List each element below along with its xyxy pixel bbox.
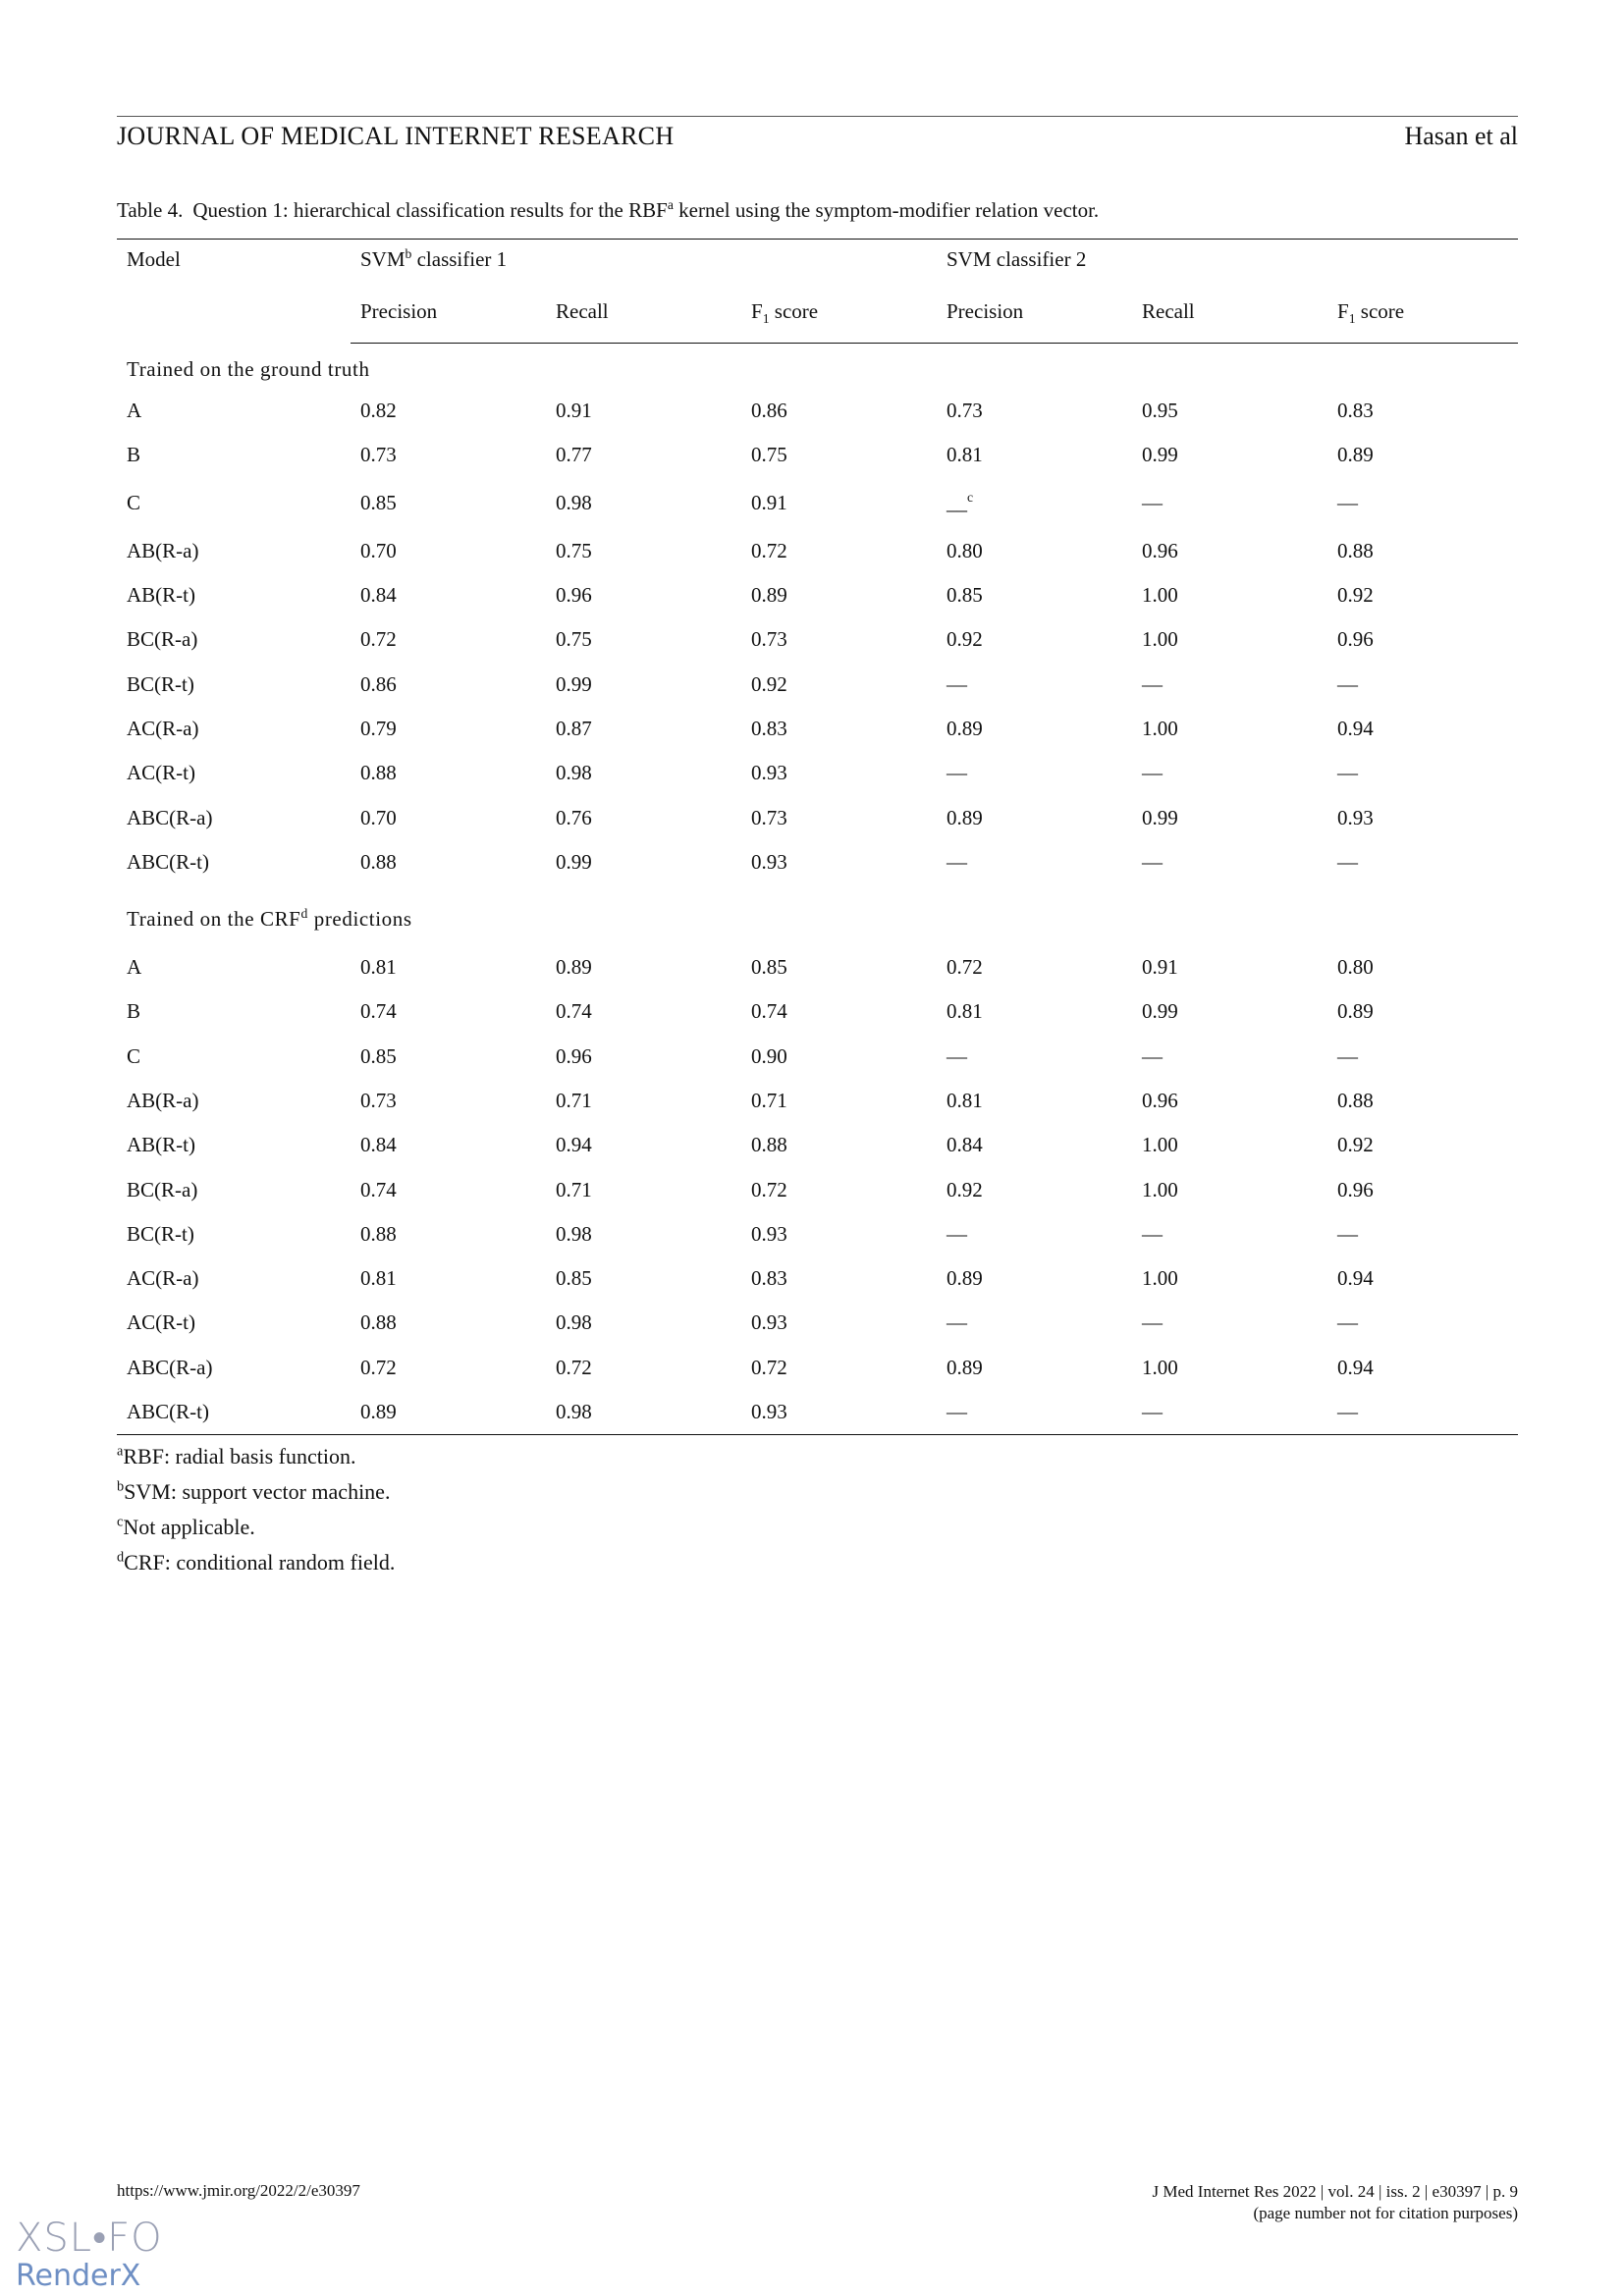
value-cell: 0.79 [360, 716, 397, 740]
value-cell: 1.00 [1142, 1266, 1178, 1291]
table-row [117, 433, 1518, 477]
footnote: $^b$SVM: support vector machine. [117, 1478, 391, 1504]
header-rule [117, 116, 1518, 117]
model-name-cell: ABC(R-t) [127, 849, 209, 874]
table-row [117, 1035, 1518, 1079]
value-cell: — [1142, 761, 1163, 785]
value-cell: 0.81 [360, 955, 397, 980]
value-cell: 0.75 [556, 627, 592, 652]
citation-line: J Med Internet Res 2022 | vol. 24 | iss. 2 | e30397 | p. 9 [1152, 2182, 1518, 2201]
value-cell: 0.93 [1337, 805, 1374, 829]
value-cell: 0.85 [947, 583, 983, 608]
value-cell: 0.72 [751, 1355, 787, 1379]
value-cell: 0.99 [1142, 805, 1178, 829]
header-row-groups [117, 240, 1518, 300]
value-cell: — [1337, 1221, 1358, 1246]
table-row [117, 478, 1518, 529]
logo-xslfo: XSL•FO [16, 2216, 163, 2261]
table-row [117, 617, 1518, 662]
page-note: (page number not for citation purposes) [1253, 2204, 1518, 2222]
value-cell: 0.92 [1337, 1133, 1374, 1157]
value-cell: 0.91 [751, 491, 787, 515]
value-cell: 0.88 [360, 1221, 397, 1246]
model-name-cell: A [127, 955, 142, 980]
model-name-cell: BC(R-t) [127, 671, 194, 696]
table-row [117, 662, 1518, 706]
value-cell: 0.99 [1142, 443, 1178, 467]
table-row [117, 1346, 1518, 1390]
value-cell: — [1142, 1310, 1163, 1335]
value-cell: 0.99 [556, 671, 592, 696]
model-name-cell: AC(R-a) [127, 1266, 199, 1291]
value-cell: 1.00 [1142, 627, 1178, 652]
value-cell: 1.00 [1142, 583, 1178, 608]
table-row [117, 573, 1518, 617]
value-cell: — [1142, 1400, 1163, 1424]
table-row [117, 1167, 1518, 1211]
value-cell: 0.82 [360, 399, 397, 423]
model-name-cell: AB(R-t) [127, 583, 195, 608]
caption-footnote-mark: a [667, 197, 674, 212]
caption-text: Question 1: hierarchical classification results for the RBF [192, 198, 668, 222]
table-row [117, 795, 1518, 839]
value-cell: 0.75 [751, 443, 787, 467]
value-cell: 0.84 [360, 1133, 397, 1157]
caption-text-end: kernel using the symptom-modifier relation vector. [673, 198, 1100, 222]
svm-footnote-mark: b [405, 246, 412, 261]
value-cell: 0.88 [1337, 1089, 1374, 1112]
table-row [117, 945, 1518, 989]
model-name-cell: AB(R-t) [127, 1133, 195, 1157]
value-cell: 0.74 [360, 999, 397, 1024]
value-cell: 0.96 [556, 1043, 592, 1068]
model-name-cell: AC(R-t) [127, 1310, 195, 1335]
footnote: $^d$CRF: conditional random field. [117, 1549, 396, 1575]
value-cell: 0.89 [1337, 999, 1374, 1024]
value-cell: — [947, 1400, 967, 1424]
value-cell: 0.70 [360, 805, 397, 829]
value-cell: 0.98 [556, 491, 592, 515]
value-cell: 0.77 [556, 443, 592, 467]
value-cell: 0.98 [556, 761, 592, 785]
value-cell: 0.86 [751, 399, 787, 423]
value-cell: 0.71 [556, 1089, 592, 1112]
value-cell: 0.91 [556, 399, 592, 423]
value-cell: — [1142, 849, 1163, 874]
col-f1-2: $F_1$ score [1327, 299, 1518, 344]
model-name-cell: BC(R-a) [127, 1177, 198, 1201]
model-name-cell: A [127, 399, 142, 423]
value-cell: 0.71 [751, 1089, 787, 1112]
value-cell: 0.85 [751, 955, 787, 980]
model-name-cell: B [127, 999, 141, 1024]
section-title: Trained on the ground truth [127, 356, 370, 381]
model-name-cell: BC(R-t) [127, 1221, 194, 1246]
value-cell: 0.88 [360, 1310, 397, 1335]
value-cell: 0.73 [947, 399, 983, 423]
model-name-cell: AC(R-a) [127, 716, 199, 740]
table-row [117, 1079, 1518, 1123]
value-cell: 0.81 [947, 999, 983, 1024]
value-cell: — [947, 671, 967, 696]
model-name-cell: AB(R-a) [127, 1089, 199, 1112]
header-row-metrics [117, 299, 1518, 344]
value-cell: 0.94 [1337, 716, 1374, 740]
value-cell: 0.89 [947, 1266, 983, 1291]
section-row [117, 344, 1518, 390]
article-url[interactable]: https://www.jmir.org/2022/2/e30397 [117, 2181, 360, 2200]
value-cell: 0.74 [751, 999, 787, 1024]
col-recall-1: Recall [546, 299, 741, 344]
value-cell: 0.96 [1337, 1177, 1374, 1201]
value-cell: 0.99 [556, 849, 592, 874]
value-cell: 0.94 [1337, 1355, 1374, 1379]
svm-classifier-1-header: SVM$^b$ classifier 1 [360, 246, 508, 271]
value-cell: 1.00 [1142, 1177, 1178, 1201]
value-cell: — [1337, 1400, 1358, 1424]
model-header: Model [127, 247, 181, 271]
value-cell: 0.96 [1142, 1089, 1178, 1112]
value-cell: 0.89 [556, 955, 592, 980]
value-cell: 0.93 [751, 761, 787, 785]
value-cell: 0.96 [556, 583, 592, 608]
value-cell: 0.96 [1337, 627, 1374, 652]
value-cell: 0.71 [556, 1177, 592, 1201]
value-cell: 0.81 [947, 1089, 983, 1112]
value-cell: 0.95 [1142, 399, 1178, 423]
value-cell: — [947, 1043, 967, 1068]
footnote: $^a$RBF: radial basis function. [117, 1443, 356, 1468]
value-cell: 0.92 [947, 1177, 983, 1201]
value-cell: __$^c$ [947, 490, 974, 515]
footnote: $^c$Not applicable. [117, 1514, 255, 1539]
col-f1-1: $F_1$ score [741, 299, 937, 344]
svm-classifier-2-header: SVM classifier 2 [947, 247, 1087, 271]
running-authors: Hasan et al [1404, 122, 1518, 150]
value-cell: 0.90 [751, 1043, 787, 1068]
value-cell: — [1337, 849, 1358, 874]
col-recall-2: Recall [1132, 299, 1327, 344]
value-cell: 1.00 [1142, 716, 1178, 740]
value-cell: 0.80 [947, 538, 983, 562]
value-cell: 0.93 [751, 849, 787, 874]
logo-renderx: RenderX [16, 2259, 141, 2293]
value-cell: 0.99 [1142, 999, 1178, 1024]
value-cell: 0.89 [360, 1400, 397, 1424]
value-cell: — [1142, 1043, 1163, 1068]
table-row [117, 1212, 1518, 1256]
value-cell: — [1337, 671, 1358, 696]
table-row [117, 707, 1518, 751]
value-cell: 0.93 [751, 1310, 787, 1335]
value-cell: — [1142, 671, 1163, 696]
value-cell: 1.00 [1142, 1133, 1178, 1157]
value-cell: 0.88 [360, 761, 397, 785]
value-cell: 0.83 [1337, 399, 1374, 423]
table-body [117, 344, 1518, 1435]
value-cell: 0.87 [556, 716, 592, 740]
value-cell: 0.72 [556, 1355, 592, 1379]
value-cell: 0.94 [1337, 1266, 1374, 1291]
table-row [117, 1256, 1518, 1301]
value-cell: 0.76 [556, 805, 592, 829]
value-cell: 0.84 [360, 583, 397, 608]
value-cell: 0.98 [556, 1400, 592, 1424]
value-cell: 0.83 [751, 1266, 787, 1291]
value-cell: 0.85 [556, 1266, 592, 1291]
value-cell: 0.86 [360, 671, 397, 696]
table-row [117, 529, 1518, 573]
value-cell: 0.72 [947, 955, 983, 980]
value-cell: 0.73 [360, 1089, 397, 1112]
value-cell: 0.89 [947, 805, 983, 829]
model-name-cell: ABC(R-a) [127, 1355, 213, 1379]
value-cell: 0.81 [360, 1266, 397, 1291]
value-cell: 0.89 [751, 583, 787, 608]
value-cell: 0.74 [556, 999, 592, 1024]
table-row [117, 389, 1518, 433]
model-name-cell: C [127, 1043, 141, 1068]
col-precision-2: Precision [937, 299, 1132, 344]
value-cell: — [947, 1221, 967, 1246]
value-cell: 0.89 [947, 1355, 983, 1379]
value-cell: 0.73 [751, 805, 787, 829]
renderx-logo [16, 2216, 163, 2293]
value-cell: 0.85 [360, 491, 397, 515]
value-cell: — [1142, 491, 1163, 515]
value-cell: — [1337, 761, 1358, 785]
table-row [117, 1390, 1518, 1435]
value-cell: — [1142, 1221, 1163, 1246]
value-cell: — [947, 761, 967, 785]
table-row [117, 840, 1518, 884]
results-table [117, 239, 1518, 1435]
value-cell: 0.88 [751, 1133, 787, 1157]
value-cell: 0.91 [1142, 955, 1178, 980]
value-cell: 0.94 [556, 1133, 592, 1157]
col-precision-1: Precision [351, 299, 546, 344]
value-cell: 1.00 [1142, 1355, 1178, 1379]
value-cell: 0.85 [360, 1043, 397, 1068]
value-cell: 0.75 [556, 538, 592, 562]
model-name-cell: ABC(R-a) [127, 805, 213, 829]
value-cell: 0.72 [360, 1355, 397, 1379]
model-name-cell: AC(R-t) [127, 761, 195, 785]
model-name-cell: ABC(R-t) [127, 1400, 209, 1424]
table-row [117, 751, 1518, 795]
value-cell: — [947, 849, 967, 874]
value-cell: 0.88 [360, 849, 397, 874]
value-cell: — [947, 1310, 967, 1335]
model-name-cell: C [127, 491, 141, 515]
value-cell: 0.92 [751, 671, 787, 696]
value-cell: — [1337, 1043, 1358, 1068]
model-name-cell: BC(R-a) [127, 627, 198, 652]
value-cell: 0.83 [751, 716, 787, 740]
section-title: Trained on the CRF$^d$ predictions [127, 906, 412, 932]
value-cell: 0.92 [947, 627, 983, 652]
value-cell: 0.92 [1337, 583, 1374, 608]
citation-footer [1153, 2181, 1518, 2224]
value-cell: 0.73 [751, 627, 787, 652]
table-row [117, 1123, 1518, 1167]
value-cell: — [1337, 1310, 1358, 1335]
table-label: Table 4. [117, 198, 184, 222]
value-cell: — [1337, 491, 1358, 515]
journal-title: JOURNAL OF MEDICAL INTERNET RESEARCH [117, 122, 675, 150]
value-cell: 0.84 [947, 1133, 983, 1157]
table-caption [117, 198, 1099, 223]
table-row [117, 989, 1518, 1034]
model-header-spacer [117, 299, 351, 344]
value-cell: 0.72 [360, 627, 397, 652]
value-cell: 0.74 [360, 1177, 397, 1201]
value-cell: 0.88 [1337, 538, 1374, 562]
value-cell: 0.98 [556, 1310, 592, 1335]
section-row [117, 884, 1518, 945]
value-cell: 0.70 [360, 538, 397, 562]
value-cell: 0.93 [751, 1221, 787, 1246]
value-cell: 0.96 [1142, 538, 1178, 562]
value-cell: 0.80 [1337, 955, 1374, 980]
value-cell: 0.93 [751, 1400, 787, 1424]
value-cell: 0.81 [947, 443, 983, 467]
value-cell: 0.72 [751, 1177, 787, 1201]
model-name-cell: AB(R-a) [127, 538, 199, 562]
value-cell: 0.89 [947, 716, 983, 740]
value-cell: 0.89 [1337, 443, 1374, 467]
value-cell: 0.72 [751, 538, 787, 562]
value-cell: 0.73 [360, 443, 397, 467]
value-cell: 0.98 [556, 1221, 592, 1246]
table-row [117, 1301, 1518, 1345]
model-name-cell: B [127, 443, 141, 467]
